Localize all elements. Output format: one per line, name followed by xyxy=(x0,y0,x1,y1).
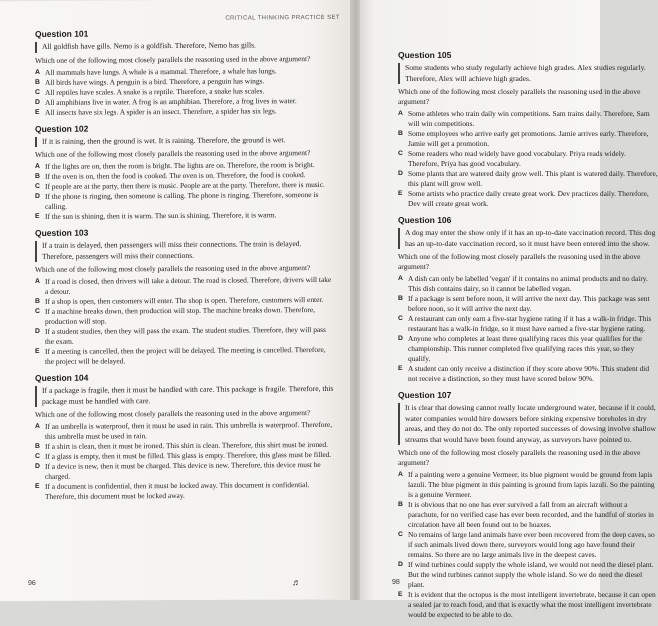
option-text: If a painting were a genuine Vermeer, its blue pigment would be ground from lapis lazuli. The blue pigment in this painting is ground from lapis lazuli. So the painting is a genuine Vermeer. xyxy=(408,470,655,499)
question-stem: If it is raining, then the ground is wet. It is raining. Therefore, the ground is wet. xyxy=(35,134,335,147)
option-text: If a package is sent before noon, it will arrive the next day. This package was sent before noon, so it will arrive the next day. xyxy=(408,294,650,313)
question-stem: It is clear that dowsing cannot really locate underground water, because if it could, water companies would hire dowsers before sinking expensive boreholes in dry areas, and they do not do. The only reported successes of dowsing involve shallow streams that would have been found anyway, as surveyors have pointed to. xyxy=(398,403,658,445)
answer-option xyxy=(398,364,658,384)
option-text: It is obvious that no one has ever survived a fall from an aircraft without a parachute, for no verified case has ever been recorded, and the handful of stories in circulation have all been found out to be hoaxes. xyxy=(408,500,654,529)
question-title: Question 107 xyxy=(398,390,452,400)
option-text: If people are at the party, then there is music. People are at the party. Therefore, there is music. xyxy=(45,179,325,191)
option-letter: D xyxy=(398,170,403,177)
option-letter: A xyxy=(35,68,40,76)
option-letter: A xyxy=(35,162,40,170)
answer-option xyxy=(398,590,658,620)
question-prompt: Which one of the following most closely parallels the reasoning used in the above argument? xyxy=(398,87,641,106)
left-page-content xyxy=(35,21,335,508)
answer-option xyxy=(398,560,658,590)
option-text: If the oven is on, then the food is cooked. The oven is on. Therefore, the food is cooked. xyxy=(45,170,306,181)
option-text: All insects have six legs. A spider is an insect. Therefore, a spider has six legs. xyxy=(45,105,277,117)
answer-option xyxy=(398,314,658,334)
answer-option xyxy=(35,325,335,347)
answer-option xyxy=(398,530,658,560)
option-letter: A xyxy=(398,471,403,478)
question-block xyxy=(35,226,335,367)
question-title: Question 105 xyxy=(398,50,452,60)
question-stem: All goldfish have gills. Nemo is a goldfish. Therefore, Nemo has gills. xyxy=(35,40,335,53)
option-text: If a shirt is clean, then it must be ironed. This shirt is clean. Therefore, this shirt must be ironed. xyxy=(45,439,328,451)
answer-option xyxy=(35,105,335,117)
answer-option xyxy=(398,274,658,294)
answer-option xyxy=(398,294,658,314)
option-letter: E xyxy=(398,591,403,598)
answer-option xyxy=(35,190,335,212)
option-letter: E xyxy=(398,190,403,197)
question-title: Question 101 xyxy=(35,28,89,39)
option-letter: B xyxy=(35,172,40,180)
option-letter: A xyxy=(398,110,403,117)
answer-option xyxy=(398,470,658,500)
question-title: Question 106 xyxy=(398,215,452,225)
option-text: If a document is confidential, then it must be locked away. This document is confidential. Therefore, this document must be locked away. xyxy=(45,480,310,501)
right-page-content xyxy=(398,44,658,626)
question-block xyxy=(35,27,335,118)
question-prompt: Which one of the following most closely parallels the reasoning used in the above argument? xyxy=(35,408,311,419)
page-number: 96 xyxy=(28,579,36,588)
answer-option xyxy=(35,210,335,222)
question-prompt: Which one of the following most closely parallels the reasoning used in the above argument? xyxy=(35,148,311,159)
option-text: All amphibians live in water. A frog is an amphibian. Therefore, a frog lives in water. xyxy=(45,95,297,107)
option-letter: C xyxy=(398,315,403,322)
option-text: Some employees who arrive early get promotions. Jamie arrives early. Therefore, Jamie will get a promotion. xyxy=(408,129,649,148)
question-stem: If a train is delayed, then passengers will miss their connections. The train is delayed. Therefore, passengers will miss their connections. xyxy=(35,239,335,262)
question-block xyxy=(398,390,658,620)
option-letter: C xyxy=(35,88,40,96)
option-letter: C xyxy=(35,307,40,315)
question-title: Question 104 xyxy=(35,372,89,383)
option-letter: C xyxy=(35,182,40,190)
option-text: If a road is closed, then drivers will take a detour. The road is closed. Therefore, drivers will take a detour. xyxy=(45,274,332,296)
question-title: Question 103 xyxy=(35,227,89,238)
option-letter: E xyxy=(35,347,40,355)
option-text: If a machine breaks down, then production will stop. The machine breaks down. Therefore, production will stop. xyxy=(45,305,316,326)
option-text: If a glass is empty, then it must be filled. This glass is empty. Therefore, this glass must be filled. xyxy=(45,449,332,461)
option-text: If a shop is open, then customers will enter. The shop is open. Therefore, customers will enter. xyxy=(45,294,324,306)
answer-option xyxy=(35,420,335,442)
answer-option xyxy=(398,189,658,209)
option-text: Some plants that are watered daily grow well. This plant is watered daily. Therefore, this plant will grow well. xyxy=(408,169,658,188)
running-header: CRITICAL THINKING PRACTICE SET xyxy=(225,14,340,22)
answer-option xyxy=(398,149,658,169)
option-letter: D xyxy=(35,192,40,200)
option-text: A restaurant can only earn a five-star hygiene rating if it has a walk-in fridge. This restaurant has a walk-in fridge, so it must have earned a five-star hygiene rating. xyxy=(408,314,652,333)
footer-mark-icon: ♬ xyxy=(292,577,301,588)
answer-option xyxy=(35,480,335,502)
question-block xyxy=(398,50,658,209)
option-letter: D xyxy=(35,98,40,106)
option-text: Anyone who completes at least three qualifying races this year qualifies for the championship. This runner completed five qualifying races this year, so they qualify. xyxy=(408,334,642,363)
option-letter: B xyxy=(35,297,40,305)
answer-option xyxy=(35,460,335,482)
option-text: If a student studies, then they will pass the exam. The student studies. Therefore, they will pass the exam. xyxy=(45,324,326,346)
option-text: If the phone is ringing, then someone is calling. The phone is ringing. Therefore, someone is calling. xyxy=(45,190,319,211)
option-letter: B xyxy=(35,442,40,450)
option-text: If a meeting is cancelled, then the project will be delayed. The meeting is cancelled. Therefore, the project will be delayed. xyxy=(45,344,326,366)
option-text: No remains of large land animals have ever been recovered from the deep caves, so if such animals lived down there, surveyors would long ago have found their remains. So there are no large animals live in the deepest caves. xyxy=(408,530,655,559)
option-letter: D xyxy=(35,462,40,470)
question-title: Question 102 xyxy=(35,123,89,134)
right-page xyxy=(360,0,658,619)
option-letter: D xyxy=(398,335,403,342)
option-letter: D xyxy=(398,561,403,568)
option-text: If the lights are on, then the room is bright. The lights are on. Therefore, the room is bright. xyxy=(45,160,315,171)
answer-option xyxy=(35,345,335,367)
answer-option xyxy=(398,169,658,189)
option-text: Some artists who practice daily create great work. Dev practices daily. Therefore, Dev will create great work. xyxy=(408,189,649,208)
question-stem: If a package is fragile, then it must be handled with care. This package is fragile. Therefore, this package must be handled with care. xyxy=(35,384,335,407)
option-text: If an umbrella is waterproof, then it must be used in rain. This umbrella is waterproof. Therefore, this umbrella must be used in rain. xyxy=(45,419,333,441)
option-letter: E xyxy=(35,212,40,220)
option-letter: C xyxy=(398,150,403,157)
answer-option xyxy=(398,129,658,149)
option-text: If a device is new, then it must be charged. This device is new. Therefore, this device must be charged. xyxy=(45,459,321,481)
option-letter: E xyxy=(35,482,40,490)
option-letter: E xyxy=(398,365,403,372)
option-text: All mammals have lungs. A whale is a mammal. Therefore, a whale has lungs. xyxy=(45,65,277,77)
question-stem: A dog may enter the show only if it has an up-to-date vaccination record. This dog has an up-to-date vaccination record, so it must have been entered into the show. xyxy=(398,228,658,249)
question-prompt: Which one of the following most closely parallels the reasoning used in the above argument? xyxy=(35,263,311,274)
option-letter: C xyxy=(398,531,403,538)
answer-option xyxy=(35,305,335,327)
question-prompt: Which one of the following most closely parallels the reasoning used in the above argument? xyxy=(398,448,641,467)
option-text: Some readers who read widely have good vocabulary. Priya reads widely. Therefore, Priya has good vocabulary. xyxy=(408,149,626,168)
option-letter: A xyxy=(35,422,40,430)
option-letter: B xyxy=(398,501,403,508)
option-text: A dish can only be labelled 'vegan' if it contains no animal products and no dairy. This dish contains dairy, so it cannot be labelled vegan. xyxy=(408,274,648,293)
answer-option xyxy=(398,500,658,530)
option-text: All birds have wings. A penguin is a bird. Therefore, a penguin has wings. xyxy=(45,75,265,87)
page-number-right: 98 xyxy=(392,579,400,586)
answer-option xyxy=(398,109,658,129)
question-block xyxy=(398,215,658,384)
option-letter: B xyxy=(398,130,403,137)
option-letter: C xyxy=(35,452,40,460)
question-prompt: Which one of the following most closely parallels the reasoning used in the above argument? xyxy=(398,252,641,271)
option-letter: A xyxy=(398,275,403,282)
question-stem: Some students who study regularly achieve high grades. Alex studies regularly. Therefore, Alex will achieve high grades. xyxy=(398,63,658,84)
question-prompt: Which one of the following most closely parallels the reasoning used in the above argument? xyxy=(35,53,311,65)
option-text: It is evident that the octopus is the most intelligent invertebrate, because it can open a sealed jar to reach food, and that is exactly what the most intelligent invertebrate would be expected to be able to do. xyxy=(408,590,656,619)
option-text: If wind turbines could supply the whole island, we would not need the diesel plant. But the wind turbines cannot supply the whole island. So we do need the diesel plant. xyxy=(408,560,654,589)
option-letter: B xyxy=(35,78,40,86)
option-letter: A xyxy=(35,277,40,285)
option-text: A student can only receive a distinction if they score above 90%. This student did not receive a distinction, so they must have scored below 90%. xyxy=(408,364,650,383)
question-block xyxy=(35,371,335,502)
option-text: All reptiles have scales. A snake is a reptile. Therefore, a snake has scales. xyxy=(45,85,265,97)
answer-option xyxy=(398,334,658,364)
answer-option xyxy=(35,275,335,297)
option-text: If the sun is shining, then it is warm. The sun is shining. Therefore, it is warm. xyxy=(45,210,277,221)
option-letter: D xyxy=(35,327,40,335)
option-letter: E xyxy=(35,108,40,116)
option-letter: B xyxy=(398,295,403,302)
question-block xyxy=(35,121,335,222)
option-text: Some athletes who train daily win competitions. Sam trains daily. Therefore, Sam will win competitions. xyxy=(408,109,650,128)
